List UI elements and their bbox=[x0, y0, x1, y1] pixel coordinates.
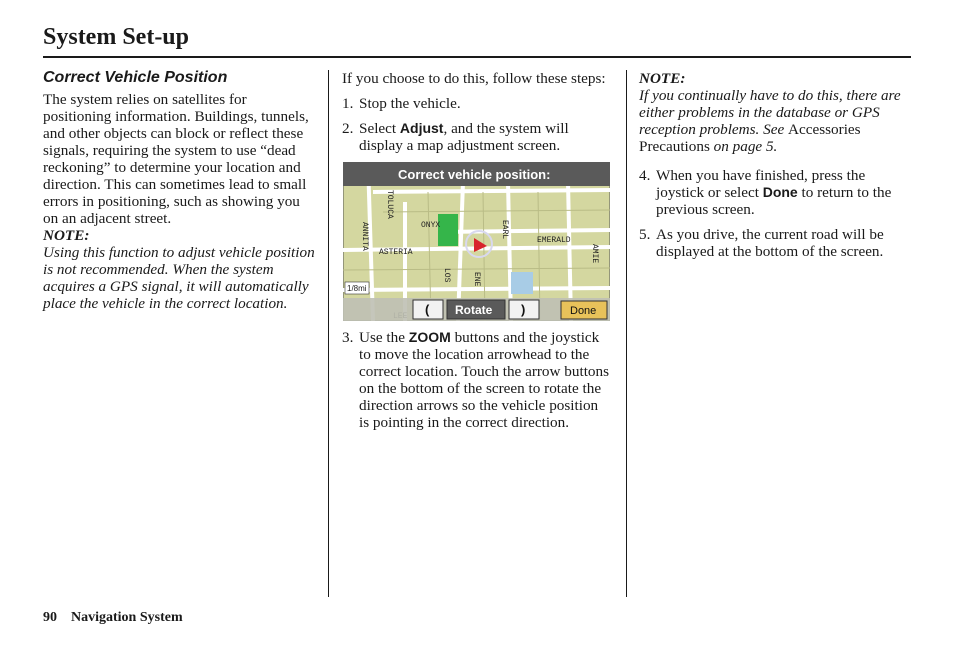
step-text: As you drive, the current road will be displayed at the bottom of the screen. bbox=[656, 226, 884, 260]
body-paragraph: The system relies on satellites for positioning information. Buildings, tunnels, and other objects can block or reflect these signals, requiring the system to use “dead reckoning” to determine your location and direction. This can sometimes lead to small errors in positioning, such as showing you on an adjacent street. bbox=[43, 91, 309, 227]
note-heading: NOTE: bbox=[639, 70, 686, 87]
screen-title: Correct vehicle position: bbox=[398, 167, 551, 182]
step-text: , and the system will display a map adjustment screen. bbox=[359, 120, 569, 154]
street-label: EMERALD bbox=[537, 236, 571, 245]
svg-text:): ) bbox=[521, 302, 526, 317]
middle-column bbox=[342, 70, 612, 431]
street-label: ASTERIA bbox=[379, 248, 413, 257]
step-text: buttons and the joystick to move the location arrowhead to the correct location. Touch the arrow buttons on the bottom of the screen to rotate the direction arrows so the vehicle position is pointing in the correct direction. bbox=[359, 329, 610, 431]
step-text: to return to the previous screen. bbox=[656, 184, 892, 218]
street-label: EARL bbox=[500, 220, 509, 240]
note-reference: Accessories Precautions bbox=[639, 121, 861, 155]
steps-list-1 bbox=[342, 95, 612, 154]
left-column bbox=[43, 68, 315, 312]
ui-term-done: Done bbox=[762, 184, 798, 200]
ui-term-zoom: ZOOM bbox=[408, 329, 451, 345]
note-text: Using this function to adjust vehicle position is not recommended. When the system acquires a GPS signal, it will automatically place the vehicle in the correct location. bbox=[43, 244, 315, 312]
street-label: ENE bbox=[472, 272, 481, 287]
navigation-screenshot bbox=[343, 162, 610, 321]
step-3 bbox=[342, 329, 612, 431]
right-column bbox=[639, 70, 911, 260]
note-heading: NOTE: bbox=[43, 227, 90, 244]
step-number: 3. bbox=[342, 329, 354, 346]
map-display bbox=[343, 162, 610, 321]
steps-list-3 bbox=[639, 167, 911, 260]
rotate-button-label: Rotate bbox=[455, 303, 493, 317]
column-divider-1 bbox=[328, 70, 329, 597]
note-text: If you continually have to do this, there are either problems in the database or GPS reception problems. See bbox=[639, 87, 901, 138]
done-button-label: Done bbox=[570, 305, 597, 317]
step-text: Stop the vehicle. bbox=[359, 95, 461, 112]
step-text: Select bbox=[359, 120, 400, 137]
column-divider-2 bbox=[626, 70, 627, 597]
step-number: 4. bbox=[639, 167, 651, 184]
street-label: AMIE bbox=[590, 244, 599, 264]
step-number: 1. bbox=[342, 95, 354, 112]
step-text: When you have finished, press the joystick or select bbox=[656, 167, 866, 201]
scale-label: 1/8mi bbox=[347, 284, 367, 293]
steps-intro: If you choose to do this, follow these steps: bbox=[342, 70, 606, 87]
street-label: ONYX bbox=[421, 221, 441, 230]
step-4 bbox=[639, 167, 911, 218]
step-2 bbox=[342, 120, 612, 154]
street-label: LOS bbox=[442, 268, 451, 283]
title-rule bbox=[43, 56, 911, 58]
street-label: ANNITA bbox=[360, 222, 369, 251]
section-heading: Correct Vehicle Position bbox=[43, 69, 228, 86]
step-number: 5. bbox=[639, 226, 651, 243]
steps-list-2 bbox=[342, 329, 612, 431]
page-number: 90 bbox=[43, 610, 57, 625]
step-number: 2. bbox=[342, 120, 354, 137]
ui-term-adjust: Adjust bbox=[399, 120, 444, 136]
page-title: System Set-up bbox=[43, 24, 190, 50]
step-text: Use the bbox=[359, 329, 409, 346]
page-footer bbox=[43, 610, 183, 626]
step-5 bbox=[639, 226, 911, 260]
street-label: TOLUCA bbox=[385, 190, 394, 219]
svg-text:(: ( bbox=[425, 302, 430, 317]
note-paragraph bbox=[639, 87, 911, 155]
step-1 bbox=[342, 95, 612, 112]
note-text-tail: on page 5. bbox=[709, 138, 778, 155]
footer-label: Navigation System bbox=[71, 610, 183, 625]
